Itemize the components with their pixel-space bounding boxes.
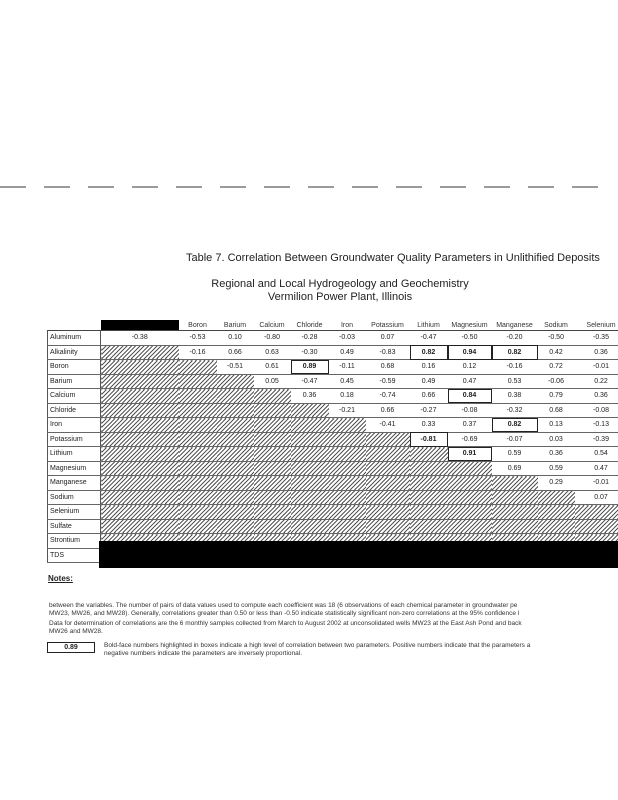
hatched-cell [448, 490, 492, 505]
hatched-cell [329, 490, 366, 505]
table-row [48, 476, 618, 491]
column-header: Lithium [410, 320, 448, 331]
hatched-cell [217, 432, 254, 447]
hatched-cell [254, 490, 291, 505]
row-label: Calcium [48, 389, 101, 404]
column-header: Barium [217, 320, 254, 331]
hatched-cell [217, 403, 254, 418]
note-sample-size [49, 602, 618, 618]
hatched-cell [448, 519, 492, 534]
table-header-row [48, 320, 618, 331]
hatched-cell [179, 461, 217, 476]
correlation-cell: 0.07 [366, 331, 410, 346]
hatched-cell [575, 505, 618, 520]
hatched-cell [329, 461, 366, 476]
hatched-cell [492, 519, 538, 534]
correlation-cell: 0.63 [254, 345, 291, 360]
hatched-cell [217, 418, 254, 433]
hatched-cell [217, 519, 254, 534]
correlation-cell: 0.94 [448, 345, 492, 360]
correlation-cell: 0.13 [538, 418, 575, 433]
hatched-cell [101, 403, 179, 418]
hatched-cell [179, 389, 217, 404]
correlation-cell: 0.36 [575, 389, 618, 404]
hatched-cell [329, 476, 366, 491]
header-blank [48, 320, 101, 331]
redaction-bar [99, 541, 618, 568]
table-row [48, 461, 618, 476]
correlation-cell: -0.74 [366, 389, 410, 404]
subtitle-line-1: Regional and Local Hydrogeology and Geochemistry [211, 278, 469, 290]
row-label: Iron [48, 418, 101, 433]
table-row [48, 432, 618, 447]
hatched-cell [217, 374, 254, 389]
correlation-cell: 0.59 [492, 447, 538, 462]
note-line: MW23, MW26, and MW28). Generally, correlations greater than 0.50 or less than -0.50 indicate statistically significant non-zero correlations at the 95% confidence l [49, 610, 520, 617]
correlation-cell: 0.49 [410, 374, 448, 389]
hatched-cell [217, 461, 254, 476]
column-header: Calcium [254, 320, 291, 331]
table-row [48, 374, 618, 389]
hatched-cell [291, 418, 329, 433]
correlation-cell: 0.79 [538, 389, 575, 404]
column-header: Potassium [366, 320, 410, 331]
correlation-cell: -0.03 [329, 331, 366, 346]
column-header: Selenium [575, 320, 618, 331]
hatched-cell [179, 490, 217, 505]
row-label: TDS [48, 548, 101, 563]
hatched-cell [254, 418, 291, 433]
correlation-cell: 0.37 [448, 418, 492, 433]
hatched-cell [410, 447, 448, 462]
correlation-cell: 0.59 [538, 461, 575, 476]
correlation-cell: -0.21 [329, 403, 366, 418]
note-line: negative numbers indicate the parameters are inversely proportional. [104, 650, 302, 657]
correlation-cell: 0.82 [492, 418, 538, 433]
hatched-cell [179, 432, 217, 447]
note-legend [104, 642, 618, 658]
column-header: Magnesium [448, 320, 492, 331]
hatched-cell [492, 490, 538, 505]
hatched-cell [410, 505, 448, 520]
hatched-cell [366, 476, 410, 491]
hatched-cell [179, 403, 217, 418]
hatched-cell [101, 345, 179, 360]
correlation-cell: -0.38 [101, 331, 179, 346]
correlation-cell: 0.47 [448, 374, 492, 389]
note-line: between the variables. The number of pairs of data values used to compute each coefficient was 18 (6 observations of each chemical parameter in groundwater pe [49, 602, 518, 609]
table-row [48, 519, 618, 534]
hatched-cell [101, 389, 179, 404]
correlation-cell: -0.27 [410, 403, 448, 418]
correlation-cell: -0.11 [329, 360, 366, 375]
hatched-cell [448, 461, 492, 476]
hatched-cell [217, 505, 254, 520]
hatched-cell [329, 505, 366, 520]
correlation-cell: 0.66 [217, 345, 254, 360]
hatched-cell [217, 389, 254, 404]
correlation-cell: -0.69 [448, 432, 492, 447]
correlation-cell: -0.39 [575, 432, 618, 447]
correlation-cell: 0.89 [291, 360, 329, 375]
hatched-cell [538, 505, 575, 520]
hatched-cell [254, 505, 291, 520]
table-title: Table 7. Correlation Between Groundwater Quality Parameters in Unlithified Deposits [186, 252, 600, 264]
correlation-cell: -0.51 [217, 360, 254, 375]
correlation-cell: 0.36 [291, 389, 329, 404]
hatched-cell [101, 490, 179, 505]
hatched-cell [291, 490, 329, 505]
hatched-cell [366, 461, 410, 476]
correlation-cell: 0.29 [538, 476, 575, 491]
hatched-cell [217, 476, 254, 491]
hatched-cell [366, 490, 410, 505]
correlation-cell: 0.49 [329, 345, 366, 360]
hatched-cell [179, 447, 217, 462]
scan-dash-line [0, 186, 618, 190]
hatched-cell [575, 519, 618, 534]
hatched-cell [254, 389, 291, 404]
correlation-cell: 0.53 [492, 374, 538, 389]
hatched-cell [217, 447, 254, 462]
hatched-cell [291, 447, 329, 462]
hatched-cell [329, 418, 366, 433]
hatched-cell [291, 519, 329, 534]
hatched-cell [492, 505, 538, 520]
correlation-cell: -0.08 [575, 403, 618, 418]
hatched-cell [291, 505, 329, 520]
correlation-cell: 0.07 [575, 490, 618, 505]
hatched-cell [538, 519, 575, 534]
correlation-cell: -0.07 [492, 432, 538, 447]
hatched-cell [329, 519, 366, 534]
correlation-cell: -0.41 [366, 418, 410, 433]
table-row [48, 447, 618, 462]
hatched-cell [254, 447, 291, 462]
table-row [48, 389, 618, 404]
table-row [48, 490, 618, 505]
hatched-cell [179, 418, 217, 433]
column-header: Manganese [492, 320, 538, 331]
correlation-cell: -0.16 [492, 360, 538, 375]
hatched-cell [410, 476, 448, 491]
hatched-cell [179, 519, 217, 534]
correlation-cell: 0.72 [538, 360, 575, 375]
correlation-cell: -0.06 [538, 374, 575, 389]
correlation-cell: -0.35 [575, 331, 618, 346]
table-row [48, 403, 618, 418]
hatched-cell [101, 461, 179, 476]
hatched-cell [291, 403, 329, 418]
correlation-table-wrapper [47, 320, 618, 568]
correlation-cell: -0.59 [366, 374, 410, 389]
correlation-cell: -0.13 [575, 418, 618, 433]
correlation-cell: -0.83 [366, 345, 410, 360]
correlation-cell: 0.66 [410, 389, 448, 404]
table-row [48, 331, 618, 346]
note-data-source [49, 620, 618, 636]
hatched-cell [329, 447, 366, 462]
row-label: Magnesium [48, 461, 101, 476]
table-row [48, 360, 618, 375]
hatched-cell [538, 490, 575, 505]
note-line: Data for determination of correlations are the 6 monthly samples collected from March to August 2002 at unconsolidated wells MW23 at the East Ash Pond and back [49, 620, 522, 627]
row-label: Alkalinity [48, 345, 101, 360]
row-label: Sodium [48, 490, 101, 505]
row-label: Selenium [48, 505, 101, 520]
correlation-cell: -0.32 [492, 403, 538, 418]
notes-label: Notes: [48, 574, 73, 583]
table-row [48, 505, 618, 520]
hatched-cell [254, 432, 291, 447]
correlation-cell: -0.30 [291, 345, 329, 360]
correlation-cell: 0.91 [448, 447, 492, 462]
hatched-cell [101, 374, 179, 389]
correlation-cell: 0.16 [410, 360, 448, 375]
hatched-cell [448, 505, 492, 520]
hatched-cell [410, 461, 448, 476]
hatched-cell [101, 519, 179, 534]
correlation-cell: 0.05 [254, 374, 291, 389]
correlation-cell: 0.42 [538, 345, 575, 360]
row-label: Boron [48, 360, 101, 375]
correlation-cell: 0.10 [217, 331, 254, 346]
hatched-cell [179, 476, 217, 491]
correlation-cell: 0.66 [366, 403, 410, 418]
correlation-cell: -0.81 [410, 432, 448, 447]
correlation-cell: 0.61 [254, 360, 291, 375]
correlation-cell: 0.33 [410, 418, 448, 433]
correlation-cell: 0.69 [492, 461, 538, 476]
row-label: Chloride [48, 403, 101, 418]
row-label: Manganese [48, 476, 101, 491]
table-row [48, 345, 618, 360]
subtitle-line-2: Vermilion Power Plant, Illinois [267, 291, 413, 303]
hatched-cell [366, 447, 410, 462]
hatched-cell [254, 461, 291, 476]
hatched-cell [254, 519, 291, 534]
table-row [48, 418, 618, 433]
correlation-cell: 0.36 [538, 447, 575, 462]
column-header: Sodium [538, 320, 575, 331]
row-label: Sulfate [48, 519, 101, 534]
correlation-cell: 0.82 [492, 345, 538, 360]
correlation-cell: -0.16 [179, 345, 217, 360]
hatched-cell [101, 432, 179, 447]
column-header: Chloride [291, 320, 329, 331]
hatched-cell [179, 374, 217, 389]
correlation-cell: 0.54 [575, 447, 618, 462]
legend-sample-box: 0.89 [47, 642, 95, 653]
correlation-cell: 0.47 [575, 461, 618, 476]
row-label: Lithium [48, 447, 101, 462]
row-label: Barium [48, 374, 101, 389]
hatched-cell [366, 505, 410, 520]
correlation-cell: -0.01 [575, 476, 618, 491]
row-label: Aluminum [48, 331, 101, 346]
hatched-cell [410, 519, 448, 534]
column-header [101, 320, 179, 331]
hatched-cell [217, 490, 254, 505]
hatched-cell [101, 360, 179, 375]
hatched-cell [291, 476, 329, 491]
correlation-cell: -0.47 [291, 374, 329, 389]
correlation-cell: -0.50 [538, 331, 575, 346]
note-line: MW26 and MW28. [49, 628, 103, 635]
hatched-cell [366, 519, 410, 534]
hatched-cell [101, 476, 179, 491]
correlation-table [47, 320, 618, 563]
table-subtitle [0, 278, 618, 304]
hatched-cell [329, 432, 366, 447]
correlation-cell: -0.01 [575, 360, 618, 375]
correlation-cell: -0.80 [254, 331, 291, 346]
hatched-cell [179, 505, 217, 520]
column-header: Iron [329, 320, 366, 331]
hatched-cell [291, 432, 329, 447]
correlation-cell: 0.68 [366, 360, 410, 375]
hatched-cell [366, 432, 410, 447]
hatched-cell [448, 476, 492, 491]
correlation-cell: 0.45 [329, 374, 366, 389]
correlation-cell: -0.47 [410, 331, 448, 346]
correlation-cell: 0.12 [448, 360, 492, 375]
correlation-cell: 0.36 [575, 345, 618, 360]
row-label: Potassium [48, 432, 101, 447]
correlation-cell: 0.82 [410, 345, 448, 360]
hatched-cell [254, 403, 291, 418]
hatched-cell [101, 505, 179, 520]
correlation-cell: 0.38 [492, 389, 538, 404]
correlation-cell: -0.20 [492, 331, 538, 346]
row-label: Strontium [48, 534, 101, 549]
correlation-cell: 0.18 [329, 389, 366, 404]
correlation-cell: -0.08 [448, 403, 492, 418]
correlation-cell: -0.28 [291, 331, 329, 346]
hatched-cell [410, 490, 448, 505]
note-line: Bold-face numbers highlighted in boxes indicate a high level of correlation between two parameters. Positive numbers indicate that the parameters a [104, 642, 531, 649]
hatched-cell [101, 418, 179, 433]
hatched-cell [492, 476, 538, 491]
correlation-cell: 0.84 [448, 389, 492, 404]
correlation-cell: 0.22 [575, 374, 618, 389]
hatched-cell [291, 461, 329, 476]
hatched-cell [254, 476, 291, 491]
correlation-cell: -0.50 [448, 331, 492, 346]
hatched-cell [101, 447, 179, 462]
correlation-cell: 0.03 [538, 432, 575, 447]
column-header: Boron [179, 320, 217, 331]
hatched-cell [179, 360, 217, 375]
correlation-cell: -0.53 [179, 331, 217, 346]
correlation-cell: 0.68 [538, 403, 575, 418]
